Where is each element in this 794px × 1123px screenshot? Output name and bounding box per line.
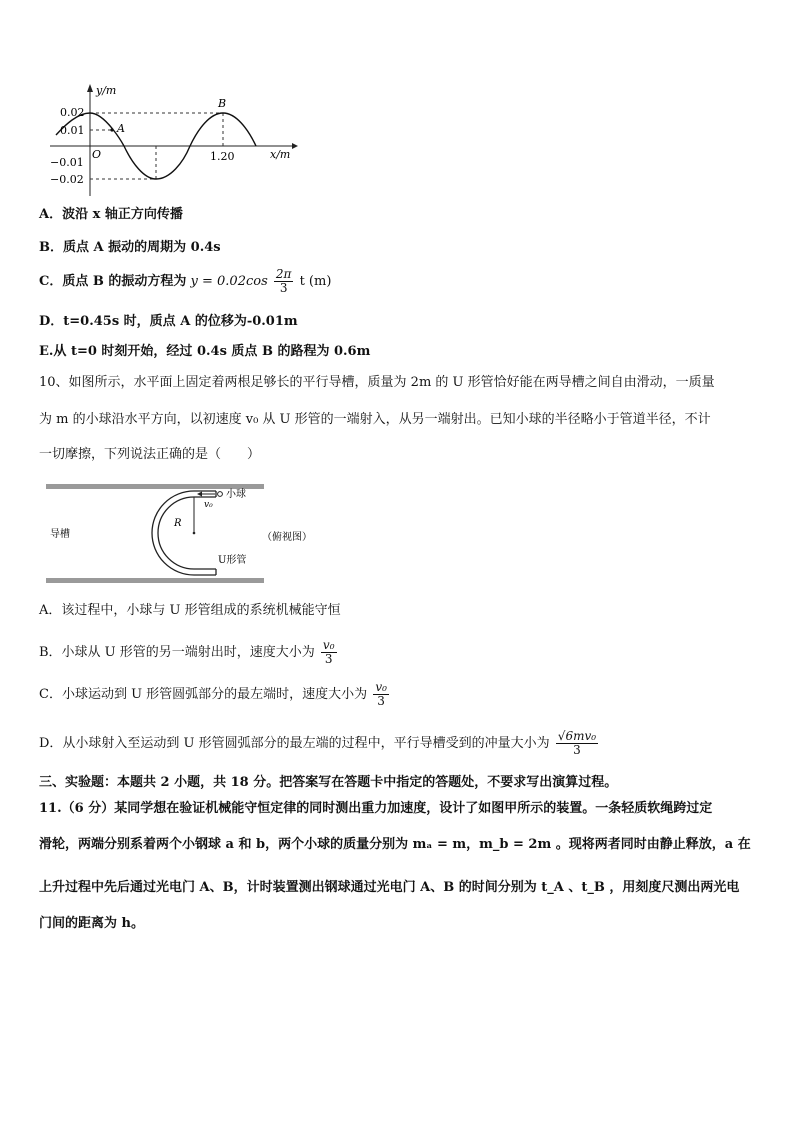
q10-stem-line1: 10、如图所示，水平面上固定着两根足够长的平行导槽，质量为 2m 的 U 形管恰好能在两导槽之间自由滑动，一质量 — [39, 375, 715, 390]
section-3-heading: 三、实验题：本题共 2 小题，共 18 分。把答案写在答题卡中指定的答题处，不要求写出演算过程。 — [39, 775, 618, 790]
q10-option-b-num: v₀ — [322, 638, 335, 652]
y-axis-arrow — [87, 84, 93, 92]
q10-option-d-fraction — [556, 730, 598, 757]
tick-label-120: 1.20 — [210, 150, 235, 163]
tick-label-002: 0.02 — [60, 106, 85, 119]
q9-option-c — [39, 268, 331, 295]
q10-option-d — [39, 730, 600, 757]
q9-option-c-frac-num: 2π — [275, 267, 292, 281]
q10-option-b-prefix: B．小球从 U 形管的另一端射出时，速度大小为 — [39, 645, 315, 660]
q10-option-a: A．该过程中，小球与 U 形管组成的系统机械能守恒 — [39, 603, 341, 618]
point-a-dot — [110, 128, 113, 131]
q9-option-c-fraction — [274, 268, 294, 295]
tick-label-neg001: −0.01 — [50, 156, 84, 169]
wave-figure — [40, 78, 300, 200]
q10-option-b-fraction — [321, 639, 337, 666]
q10-option-c-prefix: C．小球运动到 U 形管圆弧部分的最左端时，速度大小为 — [39, 687, 368, 702]
q10-stem-line3: 一切摩擦，下列说法正确的是（ ） — [39, 447, 261, 462]
q9-option-c-formula-left: y = 0.02cos — [190, 274, 268, 289]
q10-stem-line2: 为 m 的小球沿水平方向，以初速度 v₀ 从 U 形管的一端射入，从另一端射出。已知小球的半径略小于管道半径，不计 — [39, 412, 711, 427]
origin-label: O — [92, 148, 102, 161]
label-view: （俯视图） — [262, 532, 312, 543]
groove-bottom — [46, 578, 264, 583]
q10-option-c-den: 3 — [377, 694, 385, 708]
point-b-label: B — [218, 97, 227, 110]
q9-option-c-formula-right: t (m) — [299, 274, 332, 289]
ball-icon — [218, 492, 223, 497]
q10-option-c-num: v₀ — [375, 680, 387, 694]
q10-option-b — [39, 639, 339, 666]
q9-option-c-frac-den: 3 — [279, 281, 288, 295]
velocity-arrowhead — [197, 492, 202, 497]
q10-option-c — [39, 681, 391, 708]
q11-line4: 门间的距离为 h。 — [39, 916, 144, 931]
q10-option-d-prefix: D．从小球射入至运动到 U 形管圆弧部分的最左端的过程中，平行导槽受到的冲量大小为 — [39, 736, 550, 751]
label-r: R — [174, 518, 182, 529]
q9-option-a: A．波沿 x 轴正方向传播 — [39, 207, 183, 222]
q9-option-e: E.从 t=0 时刻开始，经过 0.4s 质点 B 的路程为 0.6m — [39, 344, 371, 359]
label-groove: 导槽 — [50, 529, 70, 540]
label-v0: v₀ — [204, 500, 213, 510]
point-a-label: A — [117, 122, 125, 135]
q10-option-b-den: 3 — [324, 652, 333, 666]
center-dot — [193, 532, 196, 535]
label-ball: 小球 — [226, 489, 246, 500]
q10-option-d-num: √6mv₀ — [557, 729, 597, 743]
y-axis-label: y/m — [96, 84, 117, 97]
q11-line1: 11.（6 分）某同学想在验证机械能守恒定律的同时测出重力加速度，设计了如图甲所示的装置。一条轻质软绳跨过定 — [39, 801, 713, 816]
q10-option-c-fraction — [373, 681, 389, 708]
tick-label-neg002: −0.02 — [50, 173, 84, 186]
q9-option-c-prefix: C．质点 B 的振动方程为 — [39, 274, 187, 289]
q9-option-d: D．t=0.45s 时，质点 A 的位移为-0.01m — [39, 314, 298, 329]
label-u-tube: U形管 — [218, 555, 247, 566]
q11-line3: 上升过程中先后通过光电门 A、B，计时装置测出钢球通过光电门 A、B 的时间分别为 t_A 、t_B ，用刻度尺测出两光电 — [39, 880, 740, 895]
q11-line2: 滑轮，两端分别系着两个小钢球 a 和 b，两个小球的质量分别为 mₐ = m，m_b = 2m 。现将两者同时由静止释放，a 在 — [39, 837, 751, 852]
x-axis-label: x/m — [270, 148, 291, 161]
u-tube-figure — [44, 482, 334, 588]
q9-option-b: B．质点 A 振动的周期为 0.4s — [39, 240, 221, 255]
tick-label-001: 0.01 — [60, 124, 85, 137]
x-axis-arrow — [292, 143, 298, 149]
q10-option-d-den: 3 — [573, 743, 581, 757]
